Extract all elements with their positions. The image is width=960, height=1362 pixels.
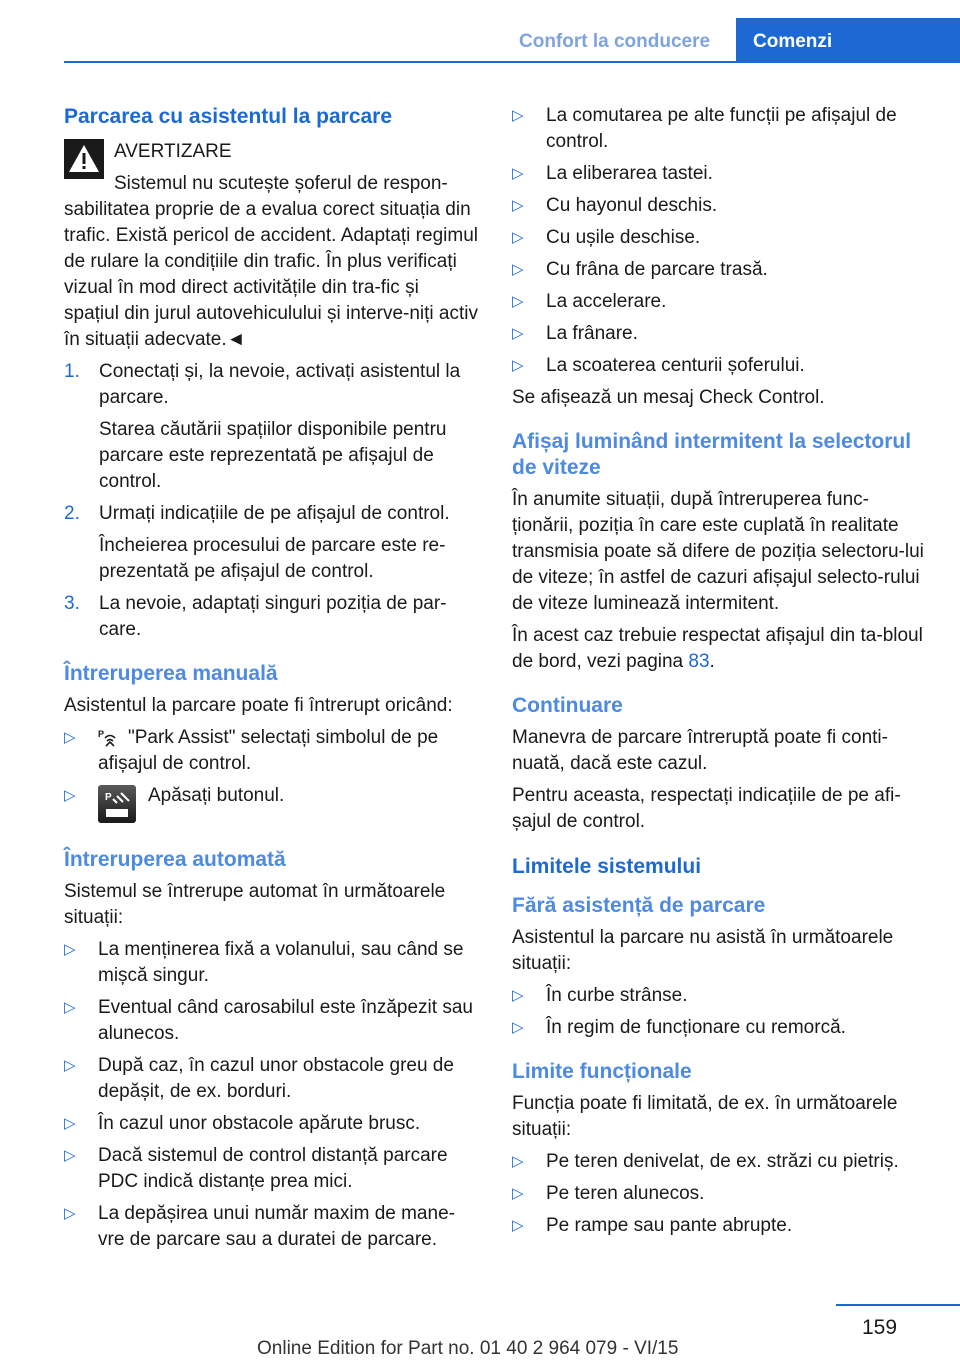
reference-end: . — [709, 651, 715, 672]
funclimits-intro: Funcția poate fi limitată, de ex. în următoarele situații: — [512, 1093, 898, 1140]
list-item — [512, 289, 926, 315]
item-text: După caz, în cazul unor obstacole greu de depășit, de ex. borduri. — [98, 1055, 454, 1102]
list-item — [64, 725, 478, 777]
list-item — [512, 225, 926, 251]
auto-list — [64, 937, 478, 1253]
item-text: Pe teren alunecos. — [546, 1183, 705, 1204]
step-text: La nevoie, adaptați singuri poziția de par-care. — [99, 593, 447, 640]
blink-paragraph: În anumite situații, după întreruperea func-ționării, poziția în care este cuplată în realitate transmisia poate să difere de poziția selectoru-lui de viteze; în astfel de cazuri afișajul selecto-rului de viteze luminează intermitent. — [512, 489, 924, 614]
footer-divider — [836, 1304, 960, 1306]
bullet-icon: ▷ — [64, 787, 76, 804]
list-item — [64, 783, 478, 829]
bullet-icon: ▷ — [512, 987, 524, 1004]
list-item — [64, 1201, 478, 1253]
list-item — [64, 359, 478, 495]
list-item — [64, 1143, 478, 1195]
auto-list-continued — [512, 103, 926, 379]
list-item — [512, 193, 926, 219]
continue-paragraph-1: Manevra de parcare întreruptă poate fi conti-nuată, dacă este cazul. — [512, 727, 888, 774]
step-number: 2. — [64, 503, 80, 524]
list-item — [512, 353, 926, 379]
item-text: Apăsați butonul. — [148, 785, 285, 806]
funclimits-list — [512, 1149, 926, 1239]
bullet-icon: ▷ — [512, 229, 524, 246]
breadcrumb: Confort la conducere — [519, 31, 711, 52]
check-control-text: Se afișează un mesaj Check Control. — [512, 387, 825, 408]
step-text: Urmați indicațiile de pe afișajul de control. — [99, 503, 450, 524]
page-header — [0, 0, 960, 62]
list-item — [512, 257, 926, 283]
item-text: La depășirea unui număr maxim de mane-vre de parcare sau a duratei de parcare. — [98, 1203, 455, 1250]
bullet-icon: ▷ — [512, 1217, 524, 1234]
warning-block — [64, 139, 478, 353]
warning-triangle-icon — [64, 139, 104, 179]
park-assist-button-icon — [98, 785, 136, 823]
noassist-intro: Asistentul la parcare nu asistă în următoarele situații: — [512, 927, 894, 974]
item-text: Eventual când carosabilul este înzăpezit sau alunecos. — [98, 997, 473, 1044]
list-item — [512, 1213, 926, 1239]
subheading-manual: Întreruperea manuală — [64, 662, 278, 685]
item-text: În curbe strânse. — [546, 985, 688, 1006]
warning-label: AVERTIZARE — [114, 141, 232, 162]
manual-list — [64, 725, 478, 829]
item-text: La frânare. — [546, 323, 638, 344]
bullet-icon: ▷ — [64, 941, 76, 958]
item-text: La eliberarea tastei. — [546, 163, 713, 184]
bullet-icon: ▷ — [512, 107, 524, 124]
item-text: În cazul unor obstacole apărute brusc. — [98, 1113, 421, 1134]
list-item — [512, 1015, 926, 1041]
blink-reference — [512, 623, 926, 675]
step-note: Starea căutării spațiilor disponibile pentru parcare este reprezentată pe afișajul de control. — [99, 419, 447, 492]
left-column — [64, 103, 478, 1259]
list-item — [64, 995, 478, 1047]
list-item — [512, 321, 926, 347]
item-text: La scoaterea centurii șoferului. — [546, 355, 805, 376]
bullet-icon: ▷ — [512, 261, 524, 278]
bullet-icon: ▷ — [64, 1147, 76, 1164]
item-text: În regim de funcționare cu remorcă. — [546, 1017, 846, 1038]
step-number: 1. — [64, 361, 80, 382]
bullet-icon: ▷ — [64, 1115, 76, 1132]
chapter-tab: Comenzi — [736, 18, 960, 62]
page-link[interactable]: 83 — [688, 651, 710, 672]
step-note: Încheierea procesului de parcare este re-prezentată pe afișajul de control. — [99, 535, 446, 582]
park-assist-icon — [98, 728, 122, 748]
subheading-continue: Continuare — [512, 694, 623, 717]
bullet-icon: ▷ — [512, 1185, 524, 1202]
svg-text:P: P — [98, 728, 105, 739]
subheading-blink: Afișaj luminând intermitent la selectorul de viteze — [512, 430, 912, 479]
subheading-funclimits: Limite funcționale — [512, 1060, 692, 1083]
continue-paragraph-2: Pentru aceasta, respectați indicațiile de pe afi-șajul de control. — [512, 785, 901, 832]
list-item — [512, 161, 926, 187]
item-text: Dacă sistemul de control distanță parcare PDC indică distanțe prea mici. — [98, 1145, 448, 1192]
limits-heading: Limitele sistemului — [512, 855, 702, 878]
list-item — [64, 591, 478, 643]
bullet-icon: ▷ — [64, 999, 76, 1016]
edition-footer: Online Edition for Part no. 01 40 2 964 079 - VI/15 — [257, 1338, 679, 1359]
auto-intro: Sistemul se întrerupe automat în următoarele situații: — [64, 881, 446, 928]
list-item — [512, 983, 926, 1009]
page-number: 159 — [862, 1316, 898, 1339]
manual-intro: Asistentul la parcare poate fi întrerupt oricând: — [64, 695, 453, 716]
warning-text: Sistemul nu scutește șoferul de respon-sabilitatea proprie de a evalua corect situația din trafic. Există pericol de accident. Adaptați regimul de rulare la condițiile din trafic. În plus verificați vizual în mod direct activitățile din tra-fic și spațiul din jurul autovehiculului și interve-niți activ în situații adecvate.◄ — [64, 173, 478, 350]
item-text: Cu hayonul deschis. — [546, 195, 718, 216]
section-title: Parcarea cu asistentul la parcare — [64, 105, 393, 128]
item-text: "Park Assist" selectați simbolul de pe afișajul de control. — [98, 727, 439, 774]
item-text: La accelerare. — [546, 291, 667, 312]
reference-text: În acest caz trebuie respectat afișajul din ta-bloul de bord, vezi pagina — [512, 625, 923, 672]
noassist-list — [512, 983, 926, 1041]
item-text: Pe rampe sau pante abrupte. — [546, 1215, 793, 1236]
step-text: Conectați și, la nevoie, activați asistentul la parcare. — [99, 361, 461, 408]
item-text: Cu ușile deschise. — [546, 227, 701, 248]
item-text: Cu frâna de parcare trasă. — [546, 259, 768, 280]
steps-list — [64, 359, 478, 643]
bullet-icon: ▷ — [512, 197, 524, 214]
bullet-icon: ▷ — [512, 325, 524, 342]
subheading-noassist: Fără asistență de parcare — [512, 894, 766, 917]
svg-text:P: P — [105, 792, 112, 803]
list-item — [64, 501, 478, 585]
item-text: La menținerea fixă a volanului, sau când se mișcă singur. — [98, 939, 464, 986]
subheading-auto: Întreruperea automată — [64, 848, 286, 871]
bullet-icon: ▷ — [64, 1057, 76, 1074]
bullet-icon: ▷ — [512, 1153, 524, 1170]
bullet-icon: ▷ — [512, 357, 524, 374]
bullet-icon: ▷ — [64, 1205, 76, 1222]
bullet-icon: ▷ — [512, 293, 524, 310]
list-item — [512, 103, 926, 155]
list-item — [64, 1053, 478, 1105]
item-text: La comutarea pe alte funcții pe afișajul de control. — [546, 105, 897, 152]
list-item — [64, 937, 478, 989]
header-divider — [64, 61, 960, 63]
bullet-icon: ▷ — [512, 1019, 524, 1036]
list-item — [512, 1181, 926, 1207]
bullet-icon: ▷ — [64, 729, 76, 746]
step-number: 3. — [64, 593, 80, 614]
list-item — [64, 1111, 478, 1137]
item-text: Pe teren denivelat, de ex. străzi cu pietriș. — [546, 1151, 899, 1172]
bullet-icon: ▷ — [512, 165, 524, 182]
right-column — [512, 103, 926, 1245]
list-item — [512, 1149, 926, 1175]
